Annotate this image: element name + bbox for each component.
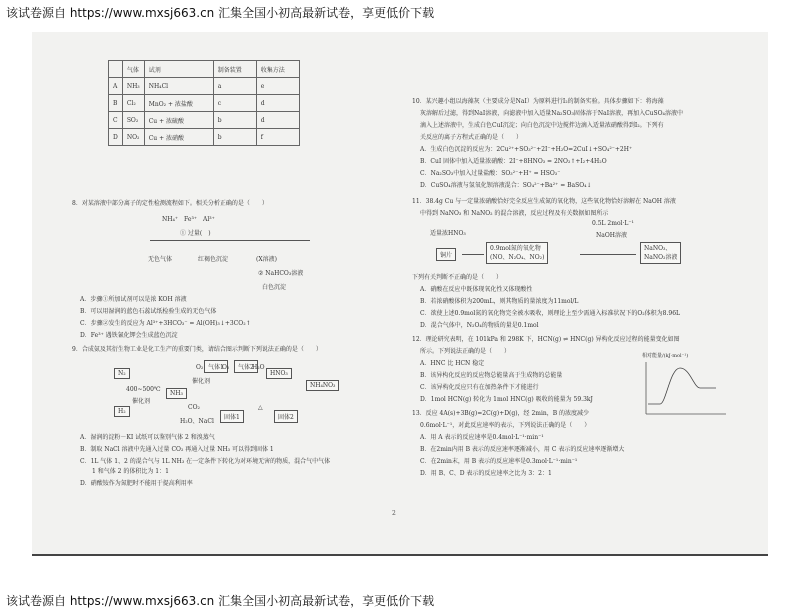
q11-option-b: B．若浓硝酸体积为200mL，则其物质的量浓度为11mol/L — [420, 298, 579, 305]
q10-option-a: A．生成白色沉淀的反应为：2Cu²⁺+SO₃²⁻+2I⁻+H₂O=2CuI↓+SO₄²⁻+2H⁺ — [420, 146, 633, 153]
q9-option-c: C．1L 气体 1、2 的混合气与 1L NH₃ 在一定条件下转化为对环境无害的物质，混合气中气体 — [80, 458, 331, 465]
q13-option-a: A．用 A 表示的反应速率是0.4mol·L⁻¹·min⁻¹ — [420, 434, 544, 441]
q10-line: 灰溶解后过滤，得到NaI溶液，向滤液中加入适量Na₂SO₃固体溶于NaI溶液，再加入CuSO₄溶液中 — [420, 110, 683, 117]
q11-line: 中得到 NaNO₃ 和 NaNO₂ 的混合溶液，反应过程及有关数据如图所示 — [420, 210, 609, 217]
table-cell: C — [109, 112, 123, 129]
q8-white-precipitate: 白色沉淀 — [262, 284, 287, 291]
q11-stem2: 下列有关判断不正确的是（ ） — [412, 274, 503, 281]
top-source-banner: 该试卷源自 https://www.mxsj663.cn 汇集全国小初高最新试卷，享更低价下载 — [6, 6, 435, 20]
table-cell: Cl₂ — [122, 95, 144, 112]
q10-option-c: C．Na₂SO₃中加入过量盐酸：SO₃²⁻+H⁺ = HSO₃⁻ — [420, 170, 561, 177]
table-row — [109, 112, 300, 129]
q9-option-b: B．制取 NaCl 溶液中先通入过量 CO₂ 再通入过量 NH₃ 可以得到固体 1 — [80, 446, 274, 453]
q8-step2: ② NaHCO₃溶液 — [258, 270, 304, 277]
q10-option-d: D．CuSO₄溶液与氢氧化钡溶液混合：SO₄²⁻+Ba²⁺ = BaSO₄↓ — [420, 182, 592, 189]
table-cell: Cu + 浓硫酸 — [144, 112, 213, 129]
q9-condition: 400~500℃ — [126, 386, 161, 393]
energy-curve — [648, 368, 716, 404]
q9-o2-a: O₂ — [196, 364, 204, 371]
q12-line: 所示。下列说法正确的是（ ） — [420, 348, 511, 355]
q9-option-a: A．湿润的淀粉－KI 试纸可以鉴别气体 2 和溴蒸气 — [80, 434, 215, 441]
table-cell: a — [213, 78, 256, 95]
q13-option-c: C．在2min末，用 B 表示的反应速率是0.3mol·L⁻¹·min⁻¹ — [420, 458, 578, 465]
q9-hno3-box: HNO₃ — [266, 368, 292, 379]
bottom-source-banner: 该试卷源自 https://www.mxsj663.cn 汇集全国小初高最新试卷，享更低价下载 — [6, 594, 435, 608]
q8-red-brown-precipitate: 红褐色沉淀 — [198, 256, 229, 263]
q9-h2o: H₂O — [252, 364, 265, 371]
table-row — [109, 78, 300, 95]
q12-option-a: A．HNC 比 HCN 稳定 — [420, 360, 485, 367]
q11-product: NaNO₃、 — [644, 245, 672, 252]
table-cell: NH₃ — [122, 78, 144, 95]
q11-copper-box: 铜片 — [436, 248, 456, 261]
q10-line: 关反应的离子方程式正确的是（ ） — [420, 134, 523, 141]
q13-line: 13．反应 4A(s)+3B(g)=2C(g)+D(g)，经 2min，B 的浓度减少 — [412, 410, 590, 417]
q12-energy-axis-label: 相对能量/(kJ·mol⁻¹) — [642, 353, 689, 359]
table-cell: d — [256, 95, 299, 112]
q13-line: 0.6mol·L⁻¹，对此反应速率的表示，下列说法正确的是（ ） — [420, 422, 591, 429]
q8-ions: NH₄⁺ Fe³⁺ Al³⁺ — [162, 216, 215, 223]
table-cell: B — [109, 95, 123, 112]
q10-option-b: B．CuI 固体中加入适量浓硝酸：2I⁻+8HNO₃ = 2NO₂↑+I₂+4H₂O — [420, 158, 607, 165]
q9-catalyst: 催化剂 — [132, 398, 151, 405]
q12-option-b: B．该异构化反应的反应物总能量高于生成物的总能量 — [420, 372, 563, 379]
q12-option-d: D．1mol HCN(g) 转化为 1mol HNC(g) 吸收的能量为 59.3kJ — [420, 396, 593, 403]
q9-n2-box: N₂ — [114, 368, 130, 379]
q9-nh4no3-box: NH₄NO₃ — [306, 380, 339, 391]
q11-arrow — [580, 254, 636, 255]
table-cell: A — [109, 78, 123, 95]
table-cell: e — [256, 78, 299, 95]
gas-preparation-table — [108, 60, 300, 146]
table-cell: b — [213, 112, 256, 129]
table-cell: NH₄Cl — [144, 78, 213, 95]
q11-option-a: A．硝酸在反应中既体现氧化性又体现酸性 — [420, 286, 533, 293]
table-header-cell: 制备装置 — [213, 61, 256, 78]
q8-stem: 8．对某溶液中部分离子的定性检测流程如下。相关分析正确的是（ ） — [72, 200, 268, 207]
q11-gases-list: (NO、N₂O₄、NO₂) — [490, 254, 545, 261]
q11-option-d: D．混合气体中，N₂O₄的物质的量是0.1mol — [420, 322, 539, 329]
q8-step1: ① 过量( ) — [180, 230, 211, 237]
q8-option-b: B．可以用湿润的蓝色石蕊试纸检验生成的无色气体 — [80, 308, 217, 315]
q9-option-d: D．硝酸铵作为氮肥时不能用于提高利用率 — [80, 480, 193, 487]
q11-product-2: NaNO₂溶液 — [644, 254, 678, 261]
q9-option-c-cont: 1 和气体 2 的体积比为 1：1 — [80, 468, 169, 475]
q9-o2-b: O₂ — [222, 364, 230, 371]
table-header-row — [109, 61, 300, 78]
table-header-cell: 收集方法 — [256, 61, 299, 78]
q8-colorless-gas: 无色气体 — [148, 256, 173, 263]
q8-flow-line — [150, 240, 310, 241]
q12-option-c: C．该异构化反应只有在加热条件下才能进行 — [420, 384, 539, 391]
table-cell: NO₂ — [122, 129, 144, 146]
q11-option-c: C．欲使上述0.9mol氮的氧化物完全被水吸收，则理论上至少需通入标准状况下的O₂体积为8.96L — [420, 310, 681, 317]
table-row — [109, 129, 300, 146]
q9-catalyst-2: 催化剂 — [192, 378, 211, 385]
q9-gas1-box: 气体1 — [204, 360, 228, 373]
q12-energy-diagram — [640, 358, 730, 418]
q13-option-d: D．用 B、C、D 表示的反应速率之比为 3：2：1 — [420, 470, 552, 477]
table-cell: MnO₂ + 浓盐酸 — [144, 95, 213, 112]
q11-nitric-acid: 适量浓HNO₃ — [430, 230, 466, 237]
q8-option-d: D．Fe³⁺ 遇铁氰化钾会生成蓝色沉淀 — [80, 332, 178, 339]
q9-stem: 9．合成氨及其衍生物工业是化工生产的重要门类，请结合图示判断下列说法正确的是（ ） — [72, 346, 322, 353]
table-header-cell — [109, 61, 123, 78]
q12-line: 12．理论研究表明，在 101kPa 和 298K 下，HCN(g) ⇌ HNC(g) 异构化反应过程的能量变化如图 — [412, 336, 680, 343]
q9-co2: CO₂ — [188, 404, 200, 411]
table-cell: SO₂ — [122, 112, 144, 129]
table-cell: Cu + 浓硝酸 — [144, 129, 213, 146]
page-number: 2 — [392, 510, 396, 517]
q9-gas2-box: 气体2 — [234, 360, 258, 373]
q8-option-a: A．步骤①所加试剂可以是浓 KOH 溶液 — [80, 296, 187, 303]
q13-option-b: B．在2min内用 B 表示的反应速率逐渐减小，用 C 表示的反应速率逐渐增大 — [420, 446, 625, 453]
q9-solid2-box: 固体2 — [274, 410, 298, 423]
table-header-cell: 气体 — [122, 61, 144, 78]
q8-option-c: C．步骤②发生的反应为 Al³⁺+3HCO₃⁻ = Al(OH)₃↓+3CO₂↑ — [80, 320, 251, 327]
table-cell: f — [256, 129, 299, 146]
table-header-cell: 试剂 — [144, 61, 213, 78]
table-row — [109, 95, 300, 112]
q9-heat: △ — [258, 404, 263, 411]
table-cell: d — [256, 112, 299, 129]
table-cell: D — [109, 129, 123, 146]
q10-line: 滴入上述溶液中，生成白色CuI沉淀；向白色沉淀中边搅拌边滴入适量浓硝酸得到I₂。下列有 — [420, 122, 664, 129]
q9-solid1-box: 固体1 — [220, 410, 244, 423]
q11-nitrogen-oxides-box — [486, 242, 548, 264]
q11-arrow — [462, 254, 484, 255]
q9-h2-box: H₂ — [114, 406, 130, 417]
q11-naoh: NaOH溶液 — [596, 232, 627, 239]
q11-product-box — [640, 242, 681, 264]
q11-line: 11．38.4g Cu 与一定量浓硝酸恰好完全反应生成氮的氧化物，这些氧化物恰好溶解在 NaOH 溶液 — [412, 198, 676, 205]
q10-line: 10．某兴趣小组以海藻灰（主要成分是NaI）为原料进行I₂的制备实验。具体步骤如下：将海藻 — [412, 98, 664, 105]
q9-nh3-box: NH₃ — [166, 388, 187, 399]
q11-naoh-amount: 0.5L 2mol·L⁻¹ — [592, 220, 634, 227]
q9-water-nacl: H₂O、NaCl — [180, 418, 214, 425]
table-cell: b — [213, 129, 256, 146]
table-cell: c — [213, 95, 256, 112]
q8-x-solution: (X溶液) — [256, 256, 277, 263]
q11-gases: 0.9mol氮的氧化物 — [490, 245, 541, 252]
